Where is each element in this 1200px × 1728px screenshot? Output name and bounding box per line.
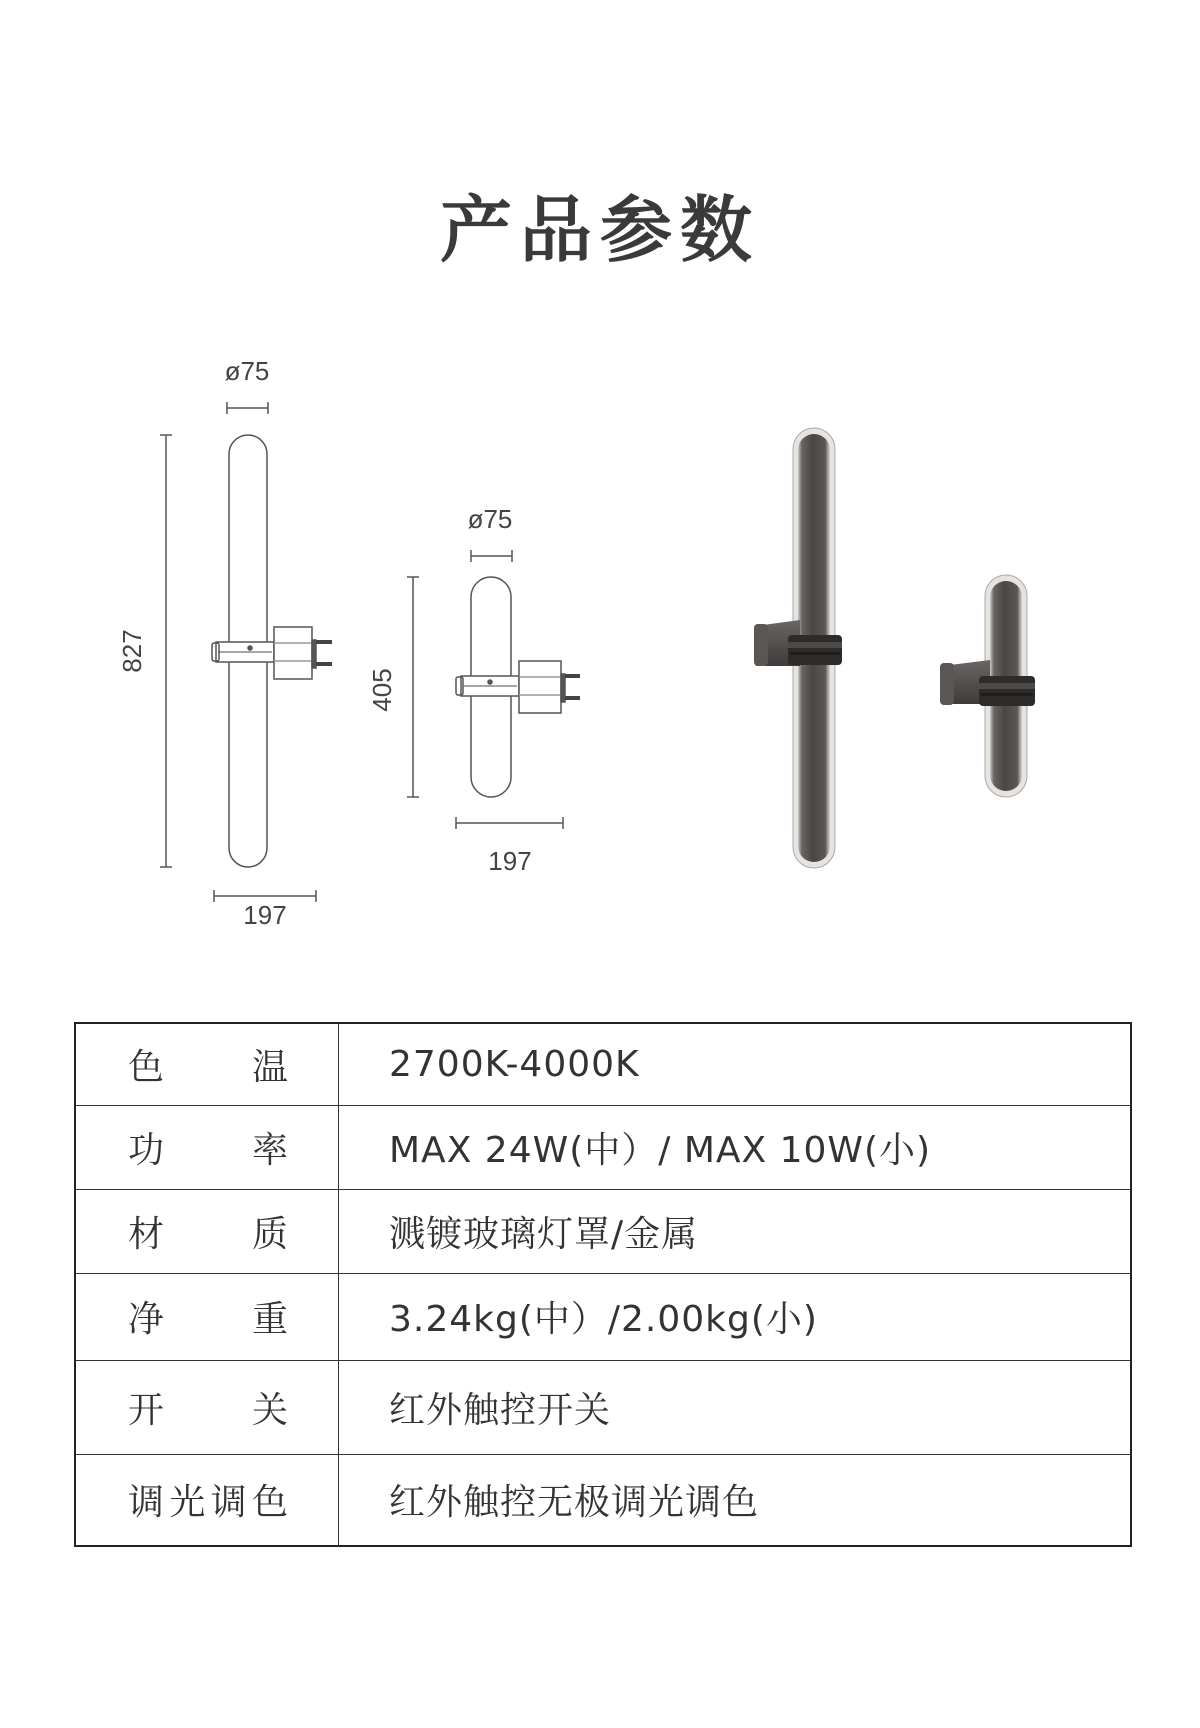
small-width-label: 197: [488, 846, 532, 876]
table-row: [75, 1023, 1131, 1105]
table-row: [75, 1360, 1131, 1454]
small-lamp-render: [940, 575, 1035, 797]
small-diameter-label: ø75: [467, 504, 513, 534]
spec-label: 调光调色: [128, 1482, 288, 1524]
table-row: [75, 1189, 1131, 1273]
small-lamp-drawing: [407, 550, 580, 829]
large-width-label: 197: [243, 900, 287, 930]
page-title: 产品参数: [439, 188, 760, 272]
dimension-drawings-svg: [0, 330, 1200, 950]
spec-value: MAX 24W(中）/ MAX 10W(小): [339, 1105, 1132, 1189]
spec-value: 溅镀玻璃灯罩/金属: [339, 1189, 1132, 1273]
spec-value: 红外触控无极调光调色: [339, 1454, 1132, 1546]
table-row: [75, 1273, 1131, 1360]
spec-label: 材质: [128, 1213, 288, 1255]
table-row: [75, 1105, 1131, 1189]
table-row: [75, 1454, 1131, 1546]
large-lamp-render: [754, 428, 842, 868]
product-drawings: [0, 330, 1200, 950]
spec-value: 红外触控开关: [339, 1360, 1132, 1454]
small-height-label: 405: [367, 668, 397, 712]
spec-label: 功率: [128, 1129, 288, 1171]
spec-value: 2700K-4000K: [339, 1023, 1132, 1105]
large-lamp-drawing: [160, 402, 332, 902]
spec-value: 3.24kg(中）/2.00kg(小): [339, 1273, 1132, 1360]
spec-label: 开关: [128, 1389, 288, 1431]
spec-label: 净重: [128, 1299, 288, 1340]
spec-table: [74, 1022, 1132, 1547]
large-diameter-label: ø75: [224, 356, 270, 386]
large-height-label: 827: [117, 629, 147, 673]
spec-label: 色温: [128, 1046, 288, 1088]
